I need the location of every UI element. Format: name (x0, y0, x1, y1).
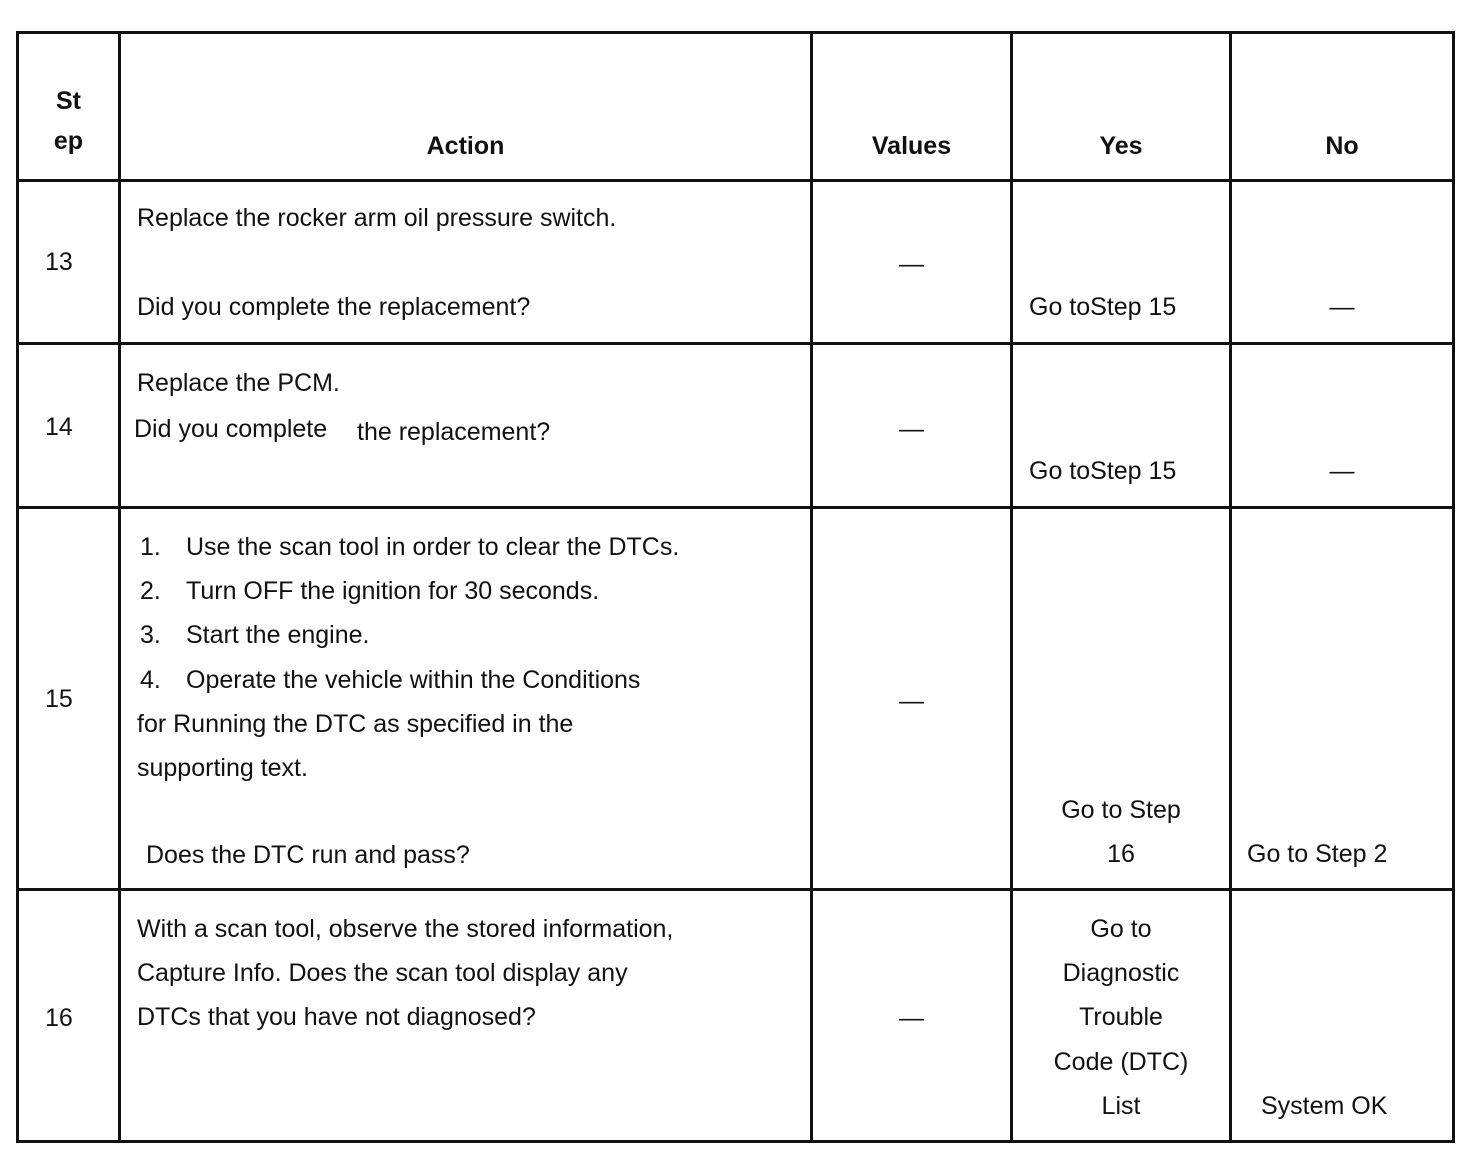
list-item-text: Start the engine. (186, 621, 370, 649)
table-row (18, 344, 1454, 508)
yes-link[interactable]: Go to Step (1061, 796, 1181, 824)
yes-link[interactable]: Go to (1090, 915, 1152, 943)
list-item (140, 658, 640, 702)
values-text: — (899, 1004, 924, 1032)
list-item-text: Operate the vehicle within the Conditions (186, 666, 641, 694)
action-text: Replace the PCM. (137, 369, 340, 397)
yes-link[interactable]: Go toStep 15 (1029, 293, 1177, 321)
no-cell (1231, 890, 1454, 1142)
yes-link[interactable]: Go toStep 15 (1029, 457, 1177, 485)
action-question: Did you complete the replacement? (137, 293, 531, 321)
values-text: — (899, 687, 924, 715)
values-text: — (899, 415, 924, 443)
action-text: DTCs that you have not diagnosed? (137, 1003, 536, 1031)
list-item-number: 3. (140, 621, 161, 649)
no-cell (1231, 344, 1454, 508)
list-item-text: Use the scan tool in order to clear the DTCs. (186, 533, 680, 561)
header-step-line-2: ep (53, 127, 84, 155)
header-values: Values (812, 33, 1012, 181)
list-item-number: 2. (140, 577, 161, 605)
header-step-line-1: St (56, 87, 81, 115)
yes-cell (1012, 344, 1231, 508)
action-text: Capture Info. Does the scan tool display any (137, 959, 628, 987)
no-link[interactable]: Go to Step 2 (1247, 840, 1388, 868)
list-item (140, 525, 679, 569)
table-row (18, 181, 1454, 344)
yes-cell (1012, 508, 1231, 890)
step-number: 13 (45, 248, 73, 276)
yes-link-cont[interactable]: Diagnostic (1062, 959, 1180, 987)
values-cell (812, 344, 1012, 508)
step-cell (18, 181, 120, 344)
list-item (140, 613, 369, 657)
list-item-number: 1. (140, 533, 161, 561)
step-cell (18, 508, 120, 890)
yes-cell (1012, 890, 1231, 1142)
action-text-continued: for Running the DTC as specified in the (137, 710, 574, 738)
values-text: — (899, 250, 924, 278)
header-row (18, 33, 1454, 181)
action-text-continued: supporting text. (137, 754, 308, 782)
yes-link-cont[interactable]: List (1101, 1092, 1141, 1120)
values-cell (812, 890, 1012, 1142)
yes-link-cont[interactable]: Code (DTC) (1053, 1048, 1189, 1076)
no-cell (1231, 181, 1454, 344)
table-row (18, 890, 1454, 1142)
action-text: With a scan tool, observe the stored information, (137, 915, 674, 943)
step-cell (18, 890, 120, 1142)
yes-link-cont[interactable]: Trouble (1079, 1003, 1163, 1031)
no-text: — (1329, 293, 1355, 321)
step-number: 16 (45, 1004, 73, 1032)
header-action: Action (120, 33, 812, 181)
action-text: Replace the rocker arm oil pressure switch. (137, 204, 617, 232)
no-text: — (1329, 457, 1355, 485)
step-cell (18, 344, 120, 508)
action-question-part-2: the replacement? (357, 418, 551, 446)
yes-cell (1012, 181, 1231, 344)
list-item (140, 569, 599, 613)
list-item-number: 4. (140, 666, 161, 694)
no-text: System OK (1261, 1092, 1388, 1120)
action-cell (120, 508, 812, 890)
action-question-part-1: Did you complete (134, 415, 328, 443)
step-number: 15 (45, 685, 73, 713)
list-item-text: Turn OFF the ignition for 30 seconds. (186, 577, 600, 605)
values-cell (812, 508, 1012, 890)
yes-link-cont[interactable]: 16 (1107, 840, 1135, 868)
action-cell (120, 344, 812, 508)
header-no: No (1231, 33, 1454, 181)
diagnostic-table (16, 31, 1455, 1143)
action-cell (120, 181, 812, 344)
header-yes: Yes (1012, 33, 1231, 181)
no-cell (1231, 508, 1454, 890)
table-row (18, 508, 1454, 890)
action-question: Does the DTC run and pass? (146, 841, 470, 869)
header-step (18, 33, 120, 181)
action-cell (120, 890, 812, 1142)
step-number: 14 (45, 413, 73, 441)
values-cell (812, 181, 1012, 344)
